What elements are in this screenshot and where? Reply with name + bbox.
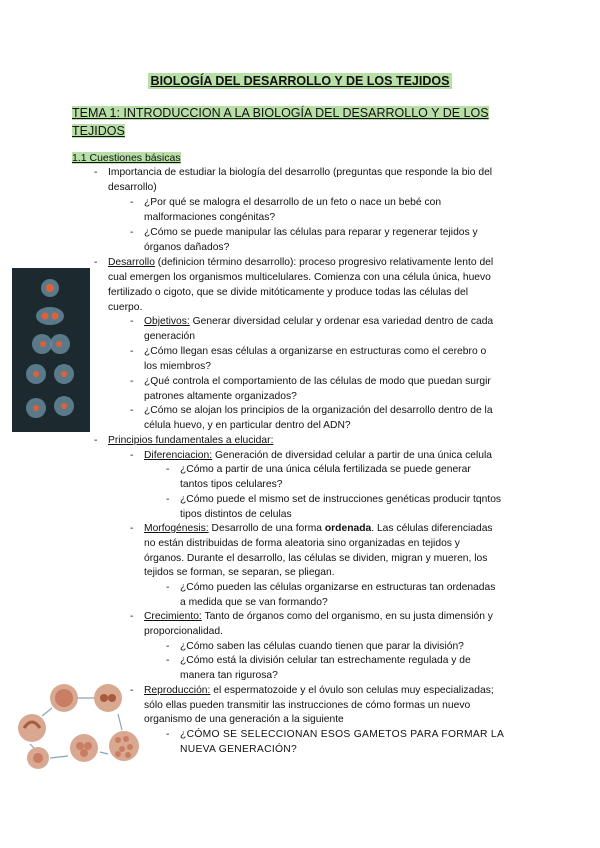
section-heading: 1.1 Cuestiones básicas <box>72 152 181 164</box>
principios-heading: Principios fundamentales a elucidar: <box>108 435 274 446</box>
bullet-dash: - <box>166 641 170 652</box>
desarrollo-definition: cuerpo. <box>108 302 143 313</box>
question-item: ¿Por qué se malogra el desarrollo de un feto o nace un bebé con <box>144 197 442 208</box>
question-item: ¿CÓMO SE SELECCIONAN ESOS GAMETOS PARA FORMAR LA <box>180 729 505 740</box>
question-item: ¿Cómo pueden las células organizarse en estructuras tan ordenadas <box>180 582 496 593</box>
bullet-dash: - <box>166 582 170 593</box>
bullet-dash: - <box>130 227 134 238</box>
morfogenesis-item: no están distribuidas de forma aleatoria sino organizadas en tejidos y <box>144 538 460 549</box>
crecimiento-item: proporcionalidad. <box>144 626 223 637</box>
question-item: ¿Cómo está la división celular tan estrechamente regulada y de <box>180 655 471 666</box>
bullet-dash: - <box>94 167 98 178</box>
question-item: ¿Cómo se puede manipular las células para reparar y regenerar tejidos y <box>144 227 478 238</box>
reproduccion-item: Reproducción: el espermatozoide y el óvulo son celulas muy especializadas; <box>144 685 494 696</box>
fertilization-cycle-image <box>12 676 142 776</box>
bullet-dash: - <box>130 450 134 461</box>
bullet-dash: - <box>130 197 134 208</box>
question-item: patrones altamente organizados? <box>144 391 297 402</box>
question-item: a medida que se van formando? <box>180 597 328 608</box>
bullet-dash: - <box>130 376 134 387</box>
objetivos-item: generación <box>144 331 195 342</box>
bullet-dash: - <box>94 257 98 268</box>
question-item: órganos dañados? <box>144 242 230 253</box>
bullet-dash: - <box>130 523 134 534</box>
desarrollo-definition: fertilizado o cigoto, que se divide mitóticamente y produce todas las células del <box>108 287 469 298</box>
tema-heading: TEMA 1: INTRODUCCION A LA BIOLOGÍA DEL DESARROLLO Y DE LOS TEJIDOS <box>72 106 489 138</box>
desarrollo-definition: cual emergen los organismos multicelulares. Comienza con una célula única, huevo <box>108 272 491 283</box>
embryo-cleavage-image <box>12 268 90 432</box>
question-item: ¿Cómo a partir de una única célula fertilizada se puede generar <box>180 464 471 475</box>
crecimiento-item: Crecimiento: Tanto de órganos como del organismo, en su justa dimensión y <box>144 611 493 622</box>
bullet-dash: - <box>166 494 170 505</box>
reproduccion-item: organismo de una generación a la siguiente <box>144 714 344 725</box>
importancia-line: desarrollo) <box>108 182 157 193</box>
diferenciacion-item: Diferenciacion: Generación de diversidad celular a partir de una única celula <box>144 450 493 461</box>
bullet-dash: - <box>130 405 134 416</box>
objetivos-item: Objetivos: Generar diversidad celular y ordenar esa variedad dentro de cada <box>144 316 494 327</box>
question-item: tantos tipos celulares? <box>180 479 283 490</box>
morfogenesis-item: órganos. Durante el desarrollo, las células se dividen, migran y mueren, los <box>144 553 488 564</box>
question-item: tipos distintos de celulas <box>180 509 292 520</box>
bullet-dash: - <box>130 685 134 696</box>
question-item: ¿Cómo saben las células cuando tienen que parar la división? <box>180 641 464 652</box>
question-item: ¿Cómo llegan esas células a organizarse en estructuras como el cerebro o <box>144 346 487 357</box>
desarrollo-definition: Desarrollo (definicion término desarrollo): proceso progresivo relativamente lento del <box>108 257 494 268</box>
bullet-dash: - <box>166 464 170 475</box>
question-item: NUEVA GENERACIÓN? <box>180 744 298 755</box>
bullet-dash: - <box>166 655 170 666</box>
question-item: malformaciones congénitas? <box>144 212 276 223</box>
bullet-dash: - <box>166 729 170 740</box>
question-item: los miembros? <box>144 361 211 372</box>
question-item: célula huevo, y en particular dentro del ADN? <box>144 420 351 431</box>
morfogenesis-item: tejidos se forman, se separan, se pliegan. <box>144 567 335 578</box>
morfogenesis-item: Morfogénesis: Desarrollo de una forma ordenada. Las células diferenciadas <box>144 523 493 534</box>
question-item: ¿Cómo se alojan los principios de la organización del desarrollo dentro de la <box>144 405 493 416</box>
bullet-dash: - <box>130 316 134 327</box>
question-item: manera tan rigurosa? <box>180 670 278 681</box>
bullet-dash: - <box>130 346 134 357</box>
question-item: ¿Cómo puede el mismo set de instrucciones genéticas producir tqntos <box>180 494 502 505</box>
document-title: BIOLOGÍA DEL DESARROLLO Y DE LOS TEJIDOS <box>0 72 600 90</box>
bullet-dash: - <box>130 611 134 622</box>
reproduccion-item: sólo ellas pueden transmitir las instrucciones de cómo formas un nuevo <box>144 700 471 711</box>
bullet-dash: - <box>94 435 98 446</box>
importancia-line: Importancia de estudiar la biología del desarrollo (preguntas que responde la bio del <box>108 167 493 178</box>
question-item: ¿Qué controla el comportamiento de las células de modo que puedan surgir <box>144 376 491 387</box>
